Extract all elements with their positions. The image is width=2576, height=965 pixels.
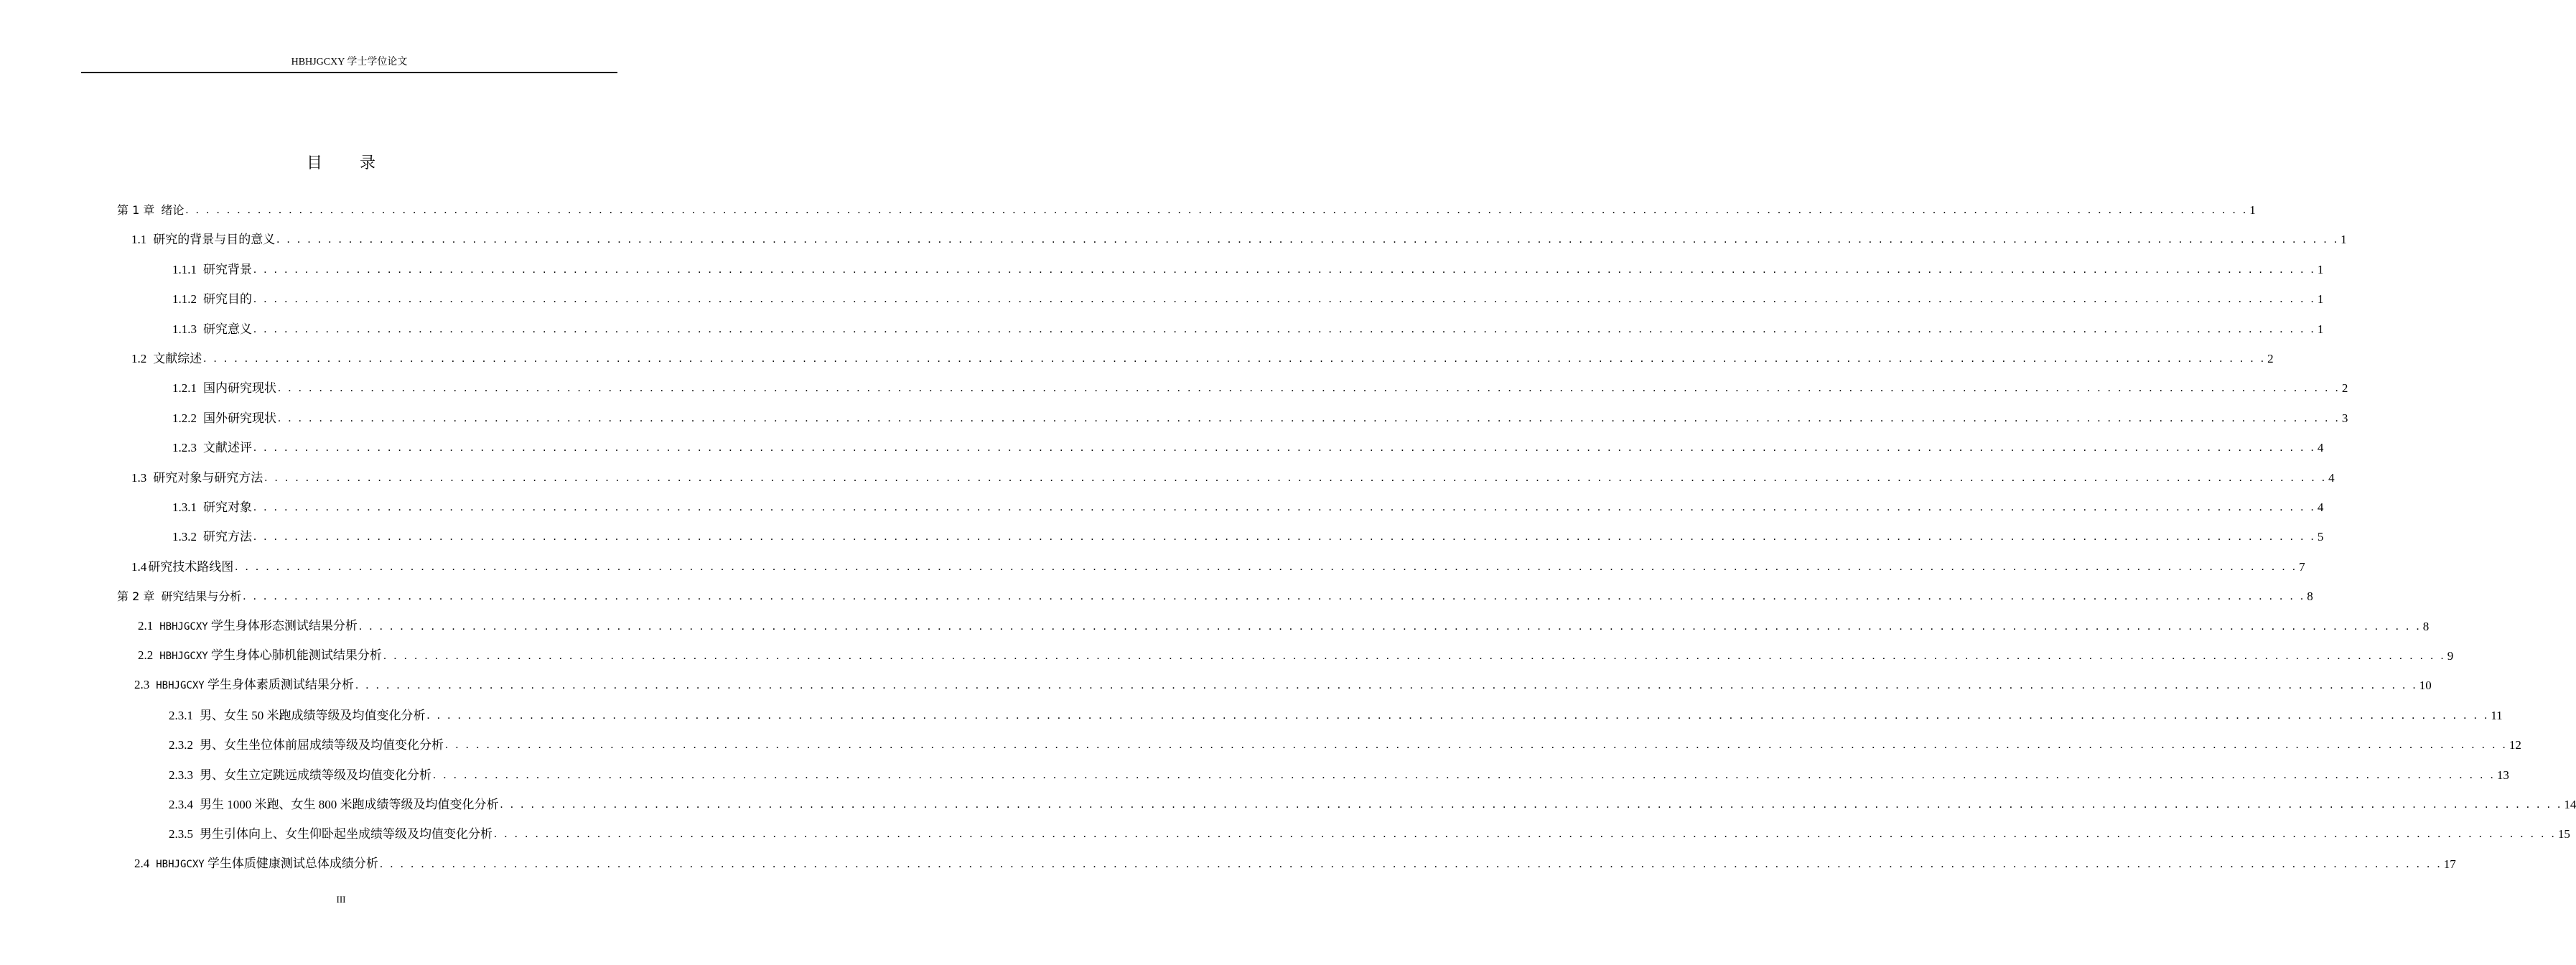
toc-entry-number: 1.1.2 [172,292,197,306]
toc-entry-page: 8 [2307,589,2313,603]
toc-entry-text-rest: 学生身体心肺机能测试结果分析 [207,648,382,662]
school-code: HBHJGCXY [159,651,208,662]
toc-entry-text: 研究方法 [203,530,252,544]
toc-entry-label [169,767,431,784]
toc-entry-text [159,619,358,633]
toc-entry[interactable] [169,767,2509,784]
toc-entry-number: 1.3.1 [172,500,197,514]
toc-entry-label [172,439,252,457]
toc-entry-page: 1 [2317,263,2324,276]
toc-entry-label [131,559,233,576]
toc-leader-dots: . . . . . . . . . . . . . . . . . . . . . . . . . . . . . . . . . . . . . . . . . . . . . . . . . . . . . . . . . . . . . . . . . . . . . . . . . . . . . . . . . . . . . . . . . . . . . . . . . . . . . . . . . . . . . . . . . . . . . . . . . . . . . . . . . . . . . . . . . . . . . . . . . . . . . . . . . . . . . . . . . . . . . . . . . . . . . . . . . . . . . . . . . . . . . . . . . . . . . . . . [185,204,2249,216]
toc-entry-page: 4 [2317,500,2324,514]
toc-leader-dots: . . . . . . . . . . . . . . . . . . . . . . . . . . . . . . . . . . . . . . . . . . . . . . . . . . . . . . . . . . . . . . . . . . . . . . . . . . . . . . . . . . . . . . . . . . . . . . . . . . . . . . . . . . . . . . . . . . . . . . . . . . . . . . . . . . . . . . . . . . . . . . . . . . . . . . . . . . . . . . . . . . . . . . . . . . . . . . . . . . . . . . . . . . . . . . . . . . . . . . . . [203,353,2267,365]
toc-entry-page: 2 [2267,352,2274,365]
toc-entry-text: 研究背景 [203,263,252,276]
toc-leader-dots: . . . . . . . . . . . . . . . . . . . . . . . . . . . . . . . . . . . . . . . . . . . . . . . . . . . . . . . . . . . . . . . . . . . . . . . . . . . . . . . . . . . . . . . . . . . . . . . . . . . . . . . . . . . . . . . . . . . . . . . . . . . . . . . . . . . . . . . . . . . . . . . . . . . . . . . . . . . . . . . . . . . . . . . . . . . . . . . . . . . . . . . . . . . . . . . . . . . . . . . . [235,561,2298,573]
toc-entry-number: 1.3 [131,471,147,485]
toc-entry-page: 8 [2422,620,2430,633]
toc-entry[interactable] [134,677,2432,694]
toc-entry-text: 研究对象 [203,500,252,514]
toc-entry-page: 14 [2564,798,2576,811]
toc-leader-dots: . . . . . . . . . . . . . . . . . . . . . . . . . . . . . . . . . . . . . . . . . . . . . . . . . . . . . . . . . . . . . . . . . . . . . . . . . . . . . . . . . . . . . . . . . . . . . . . . . . . . . . . . . . . . . . . . . . . . . . . . . . . . . . . . . . . . . . . . . . . . . . . . . . . . . . . . . . . . . . . . . . . . . . . . . . . . . . . . . . . . . . . . . . . . . . . . . . . . . . . . [276,233,2340,246]
toc-entry-number: 2.4 [134,857,150,870]
toc-entry-page: 13 [2496,768,2509,782]
toc-leader-dots: . . . . . . . . . . . . . . . . . . . . . . . . . . . . . . . . . . . . . . . . . . . . . . . . . . . . . . . . . . . . . . . . . . . . . . . . . . . . . . . . . . . . . . . . . . . . . . . . . . . . . . . . . . . . . . . . . . . . . . . . . . . . . . . . . . . . . . . . . . . . . . . . . . . . . . . . . . . . . . . . . . . . . . . . . . . . . . . . . . . . . . . . . . . . . . . . . . . . . . . . [278,382,2341,394]
toc-entry-text: 研究技术路线图 [148,560,234,574]
toc-entry-label [134,676,354,694]
toc-entry-number: 1.4 [131,560,147,574]
toc-entry-text: 研究对象与研究方法 [153,471,263,485]
school-code: HBHJGCXY [156,859,205,870]
toc-entry-number: 1.1.3 [172,322,197,336]
title-char-right: 录 [360,154,376,172]
title-char-left: 目 [306,154,322,172]
toc-entry-page: 15 [2557,827,2570,841]
toc-entry-number: 1.2 [131,352,147,365]
toc-entry-text: 文献述评 [203,441,252,454]
toc-entry[interactable] [131,559,2305,576]
toc-entry-number: 1.2.2 [172,411,197,425]
toc-entry-text [159,648,382,662]
toc-entry-page: 11 [2491,709,2503,722]
toc-entry-label [138,647,382,665]
toc-leader-dots: . . . . . . . . . . . . . . . . . . . . . . . . . . . . . . . . . . . . . . . . . . . . . . . . . . . . . . . . . . . . . . . . . . . . . . . . . . . . . . . . . . . . . . . . . . . . . . . . . . . . . . . . . . . . . . . . . . . . . . . . . . . . . . . . . . . . . . . . . . . . . . . . . . . . . . . . . . . . . . . . . . . . . . . . . . . . . . . . . . . . . . . . . . . . . . . . . . . . . . . . [500,798,2563,811]
toc-entry-number: 1.3.2 [172,530,197,544]
toc-entry-page: 1 [2341,233,2347,246]
toc-entry[interactable] [169,707,2503,724]
toc-leader-dots: . . . . . . . . . . . . . . . . . . . . . . . . . . . . . . . . . . . . . . . . . . . . . . . . . . . . . . . . . . . . . . . . . . . . . . . . . . . . . . . . . . . . . . . . . . . . . . . . . . . . . . . . . . . . . . . . . . . . . . . . . . . . . . . . . . . . . . . . . . . . . . . . . . . . . . . . . . . . . . . . . . . . . . . . . . . . . . . . . . . . . . . . . . . . . . . . . . . . . . . . [253,501,2316,513]
toc-entry-page: 4 [2328,471,2335,485]
toc-leader-dots: . . . . . . . . . . . . . . . . . . . . . . . . . . . . . . . . . . . . . . . . . . . . . . . . . . . . . . . . . . . . . . . . . . . . . . . . . . . . . . . . . . . . . . . . . . . . . . . . . . . . . . . . . . . . . . . . . . . . . . . . . . . . . . . . . . . . . . . . . . . . . . . . . . . . . . . . . . . . . . . . . . . . . . . . . . . . . . . . . . . . . . . . . . . . . . . . . . . . . . . . [355,679,2418,691]
toc-entry-page: 4 [2317,441,2324,454]
toc-entry[interactable] [172,528,2324,546]
toc-leader-dots: . . . . . . . . . . . . . . . . . . . . . . . . . . . . . . . . . . . . . . . . . . . . . . . . . . . . . . . . . . . . . . . . . . . . . . . . . . . . . . . . . . . . . . . . . . . . . . . . . . . . . . . . . . . . . . . . . . . . . . . . . . . . . . . . . . . . . . . . . . . . . . . . . . . . . . . . . . . . . . . . . . . . . . . . . . . . . . . . . . . . . . . . . . . . . . . . . . . . . . . . [383,650,2446,662]
toc-entry-page: 3 [2341,411,2348,425]
toc-entry-text: 国内研究现状 [203,381,276,395]
page-title [0,151,682,173]
toc-entry-label [169,737,444,754]
toc-entry[interactable] [138,618,2430,635]
toc-entry[interactable] [134,856,2456,873]
toc-entry[interactable] [172,499,2324,516]
toc-leader-dots: . . . . . . . . . . . . . . . . . . . . . . . . . . . . . . . . . . . . . . . . . . . . . . . . . . . . . . . . . . . . . . . . . . . . . . . . . . . . . . . . . . . . . . . . . . . . . . . . . . . . . . . . . . . . . . . . . . . . . . . . . . . . . . . . . . . . . . . . . . . . . . . . . . . . . . . . . . . . . . . . . . . . . . . . . . . . . . . . . . . . . . . . . . . . . . . . . . . . . . . . [494,828,2557,840]
toc-entry[interactable] [172,410,2348,427]
toc-entry-page: 7 [2299,560,2305,574]
toc-leader-dots: . . . . . . . . . . . . . . . . . . . . . . . . . . . . . . . . . . . . . . . . . . . . . . . . . . . . . . . . . . . . . . . . . . . . . . . . . . . . . . . . . . . . . . . . . . . . . . . . . . . . . . . . . . . . . . . . . . . . . . . . . . . . . . . . . . . . . . . . . . . . . . . . . . . . . . . . . . . . . . . . . . . . . . . . . . . . . . . . . . . . . . . . . . . . . . . . . . . . . . . . [253,442,2316,454]
school-code: HBHJGCXY [156,680,205,691]
toc-entry-page: 1 [2317,322,2324,336]
toc-entry-text [156,678,354,691]
toc-entry-text: 男生引体向上、女生仰卧起坐成绩等级及均值变化分析 [200,827,493,841]
toc-entry-text: 研究目的 [203,292,252,306]
toc-entry-text: 研究结果与分析 [161,589,242,603]
toc-entry-number: 1.2.1 [172,381,197,395]
header-rule [81,72,617,73]
toc-leader-dots: . . . . . . . . . . . . . . . . . . . . . . . . . . . . . . . . . . . . . . . . . . . . . . . . . . . . . . . . . . . . . . . . . . . . . . . . . . . . . . . . . . . . . . . . . . . . . . . . . . . . . . . . . . . . . . . . . . . . . . . . . . . . . . . . . . . . . . . . . . . . . . . . . . . . . . . . . . . . . . . . . . . . . . . . . . . . . . . . . . . . . . . . . . . . . . . . . . . . . . . . [433,769,2496,781]
toc-entry-text: 研究意义 [203,322,252,336]
toc-entry-page: 1 [2317,292,2324,306]
toc-entry-text: 文献综述 [153,352,202,365]
toc-entry-number: 2.3.4 [169,798,193,811]
toc-entry-label [117,202,184,219]
toc-entry[interactable] [172,439,2324,457]
toc-entry-text: 绪论 [161,203,185,217]
toc-entry-number: 2.3.5 [169,827,193,841]
toc-entry-text: 男、女生坐位体前屈成绩等级及均值变化分析 [200,738,444,752]
toc-entry[interactable] [172,261,2324,279]
toc-entry[interactable] [131,350,2274,368]
toc-entry-number: 2.2 [138,648,154,662]
toc-entry-text: 男、女生 50 米跑成绩等级及均值变化分析 [200,709,426,722]
toc-entry-label [169,707,426,724]
school-code: HBHJGCXY [159,621,208,633]
toc-leader-dots: . . . . . . . . . . . . . . . . . . . . . . . . . . . . . . . . . . . . . . . . . . . . . . . . . . . . . . . . . . . . . . . . . . . . . . . . . . . . . . . . . . . . . . . . . . . . . . . . . . . . . . . . . . . . . . . . . . . . . . . . . . . . . . . . . . . . . . . . . . . . . . . . . . . . . . . . . . . . . . . . . . . . . . . . . . . . . . . . . . . . . . . . . . . . . . . . . . . . . . . . [426,709,2490,722]
toc-entry-number: 2.3.1 [169,709,193,722]
toc-entry[interactable] [138,648,2454,665]
toc-entry-number: 1.1.1 [172,263,197,276]
toc-entry-number: 2.3.3 [169,768,193,782]
toc-entry[interactable] [169,796,2576,814]
toc-entry[interactable] [169,737,2521,754]
toc-entry-number: 1.2.3 [172,441,197,454]
toc-entry-label [131,350,202,368]
toc-entry[interactable] [131,470,2335,487]
toc-entry-label [172,261,252,279]
toc-entry-number: 2.3.2 [169,738,193,752]
toc-entry-number: 第 2 章 [117,589,155,603]
toc-entry[interactable] [131,231,2347,248]
toc-entry-text-rest: 学生身体形态测试结果分析 [207,619,358,633]
toc-entry-label [169,796,499,814]
toc-leader-dots: . . . . . . . . . . . . . . . . . . . . . . . . . . . . . . . . . . . . . . . . . . . . . . . . . . . . . . . . . . . . . . . . . . . . . . . . . . . . . . . . . . . . . . . . . . . . . . . . . . . . . . . . . . . . . . . . . . . . . . . . . . . . . . . . . . . . . . . . . . . . . . . . . . . . . . . . . . . . . . . . . . . . . . . . . . . . . . . . . . . . . . . . . . . . . . . . . . . . . . . . [243,590,2306,602]
toc-entry-text-rest: 学生体质健康测试总体成绩分析 [204,857,378,870]
toc-entry-text: 男、女生立定跳远成绩等级及均值变化分析 [200,768,431,782]
toc-leader-dots: . . . . . . . . . . . . . . . . . . . . . . . . . . . . . . . . . . . . . . . . . . . . . . . . . . . . . . . . . . . . . . . . . . . . . . . . . . . . . . . . . . . . . . . . . . . . . . . . . . . . . . . . . . . . . . . . . . . . . . . . . . . . . . . . . . . . . . . . . . . . . . . . . . . . . . . . . . . . . . . . . . . . . . . . . . . . . . . . . . . . . . . . . . . . . . . . . . . . . . . . [278,412,2341,424]
toc-entry-label [131,470,263,487]
toc-entry-label [117,588,241,605]
toc-leader-dots: . . . . . . . . . . . . . . . . . . . . . . . . . . . . . . . . . . . . . . . . . . . . . . . . . . . . . . . . . . . . . . . . . . . . . . . . . . . . . . . . . . . . . . . . . . . . . . . . . . . . . . . . . . . . . . . . . . . . . . . . . . . . . . . . . . . . . . . . . . . . . . . . . . . . . . . . . . . . . . . . . . . . . . . . . . . . . . . . . . . . . . . . . . . . . . . . . . . . . . . . [253,531,2316,543]
toc-entry-label [172,291,252,308]
toc-entry-number: 2.1 [138,619,154,633]
toc-leader-dots: . . . . . . . . . . . . . . . . . . . . . . . . . . . . . . . . . . . . . . . . . . . . . . . . . . . . . . . . . . . . . . . . . . . . . . . . . . . . . . . . . . . . . . . . . . . . . . . . . . . . . . . . . . . . . . . . . . . . . . . . . . . . . . . . . . . . . . . . . . . . . . . . . . . . . . . . . . . . . . . . . . . . . . . . . . . . . . . . . . . . . . . . . . . . . . . . . . . . . . . . [253,323,2316,335]
toc-leader-dots: . . . . . . . . . . . . . . . . . . . . . . . . . . . . . . . . . . . . . . . . . . . . . . . . . . . . . . . . . . . . . . . . . . . . . . . . . . . . . . . . . . . . . . . . . . . . . . . . . . . . . . . . . . . . . . . . . . . . . . . . . . . . . . . . . . . . . . . . . . . . . . . . . . . . . . . . . . . . . . . . . . . . . . . . . . . . . . . . . . . . . . . . . . . . . . . . . . . . . . . . [253,293,2316,305]
toc-leader-dots: . . . . . . . . . . . . . . . . . . . . . . . . . . . . . . . . . . . . . . . . . . . . . . . . . . . . . . . . . . . . . . . . . . . . . . . . . . . . . . . . . . . . . . . . . . . . . . . . . . . . . . . . . . . . . . . . . . . . . . . . . . . . . . . . . . . . . . . . . . . . . . . . . . . . . . . . . . . . . . . . . . . . . . . . . . . . . . . . . . . . . . . . . . . . . . . . . . . . . . . . [379,858,2442,870]
toc-leader-dots: . . . . . . . . . . . . . . . . . . . . . . . . . . . . . . . . . . . . . . . . . . . . . . . . . . . . . . . . . . . . . . . . . . . . . . . . . . . . . . . . . . . . . . . . . . . . . . . . . . . . . . . . . . . . . . . . . . . . . . . . . . . . . . . . . . . . . . . . . . . . . . . . . . . . . . . . . . . . . . . . . . . . . . . . . . . . . . . . . . . . . . . . . . . . . . . . . . . . . . . . [358,620,2422,633]
toc-entry-text-rest: 学生身体素质测试结果分析 [204,678,354,691]
toc-entry-page: 5 [2317,530,2324,544]
toc-entry-page: 1 [2249,203,2256,217]
toc-entry-text [156,857,378,870]
toc-leader-dots: . . . . . . . . . . . . . . . . . . . . . . . . . . . . . . . . . . . . . . . . . . . . . . . . . . . . . . . . . . . . . . . . . . . . . . . . . . . . . . . . . . . . . . . . . . . . . . . . . . . . . . . . . . . . . . . . . . . . . . . . . . . . . . . . . . . . . . . . . . . . . . . . . . . . . . . . . . . . . . . . . . . . . . . . . . . . . . . . . . . . . . . . . . . . . . . . . . . . . . . . [264,472,2328,484]
toc-entry-page: 12 [2509,738,2521,752]
toc-entry-text: 研究的背景与目的意义 [153,233,276,246]
toc-entry-label [172,380,276,397]
toc-entry[interactable] [172,291,2324,308]
running-header: HBHJGCXY 学士学位论文 [291,57,408,67]
toc-entry[interactable] [172,380,2348,397]
toc-leader-dots: . . . . . . . . . . . . . . . . . . . . . . . . . . . . . . . . . . . . . . . . . . . . . . . . . . . . . . . . . . . . . . . . . . . . . . . . . . . . . . . . . . . . . . . . . . . . . . . . . . . . . . . . . . . . . . . . . . . . . . . . . . . . . . . . . . . . . . . . . . . . . . . . . . . . . . . . . . . . . . . . . . . . . . . . . . . . . . . . . . . . . . . . . . . . . . . . . . . . . . . . [253,264,2316,276]
toc-entry[interactable] [117,588,2313,605]
toc-entry[interactable] [117,202,2256,219]
toc-entry-label [131,231,275,248]
toc-entry-number: 1.1 [131,233,147,246]
toc-entry-label [134,855,378,873]
toc-entry-page: 10 [2419,679,2432,692]
toc-entry-label [172,410,276,427]
toc-entry-page: 17 [2443,857,2456,871]
toc-entry-label [169,826,493,843]
toc-leader-dots: . . . . . . . . . . . . . . . . . . . . . . . . . . . . . . . . . . . . . . . . . . . . . . . . . . . . . . . . . . . . . . . . . . . . . . . . . . . . . . . . . . . . . . . . . . . . . . . . . . . . . . . . . . . . . . . . . . . . . . . . . . . . . . . . . . . . . . . . . . . . . . . . . . . . . . . . . . . . . . . . . . . . . . . . . . . . . . . . . . . . . . . . . . . . . . . . . . . . . . . . [445,739,2508,751]
toc-entry[interactable] [169,826,2570,843]
toc-entry-number: 第 1 章 [117,203,155,217]
toc-entry-label [138,617,358,635]
page-number-footer: III [336,894,346,905]
toc-entry[interactable] [172,321,2324,338]
toc-entry-text: 国外研究现状 [203,411,276,425]
toc-entry-page: 2 [2341,381,2348,395]
toc-entry-label [172,499,252,516]
toc-entry-label [172,321,252,338]
toc-entry-label [172,528,252,546]
toc-entry-number: 2.3 [134,678,150,691]
toc-entry-page: 9 [2447,649,2454,663]
toc-entry-text: 男生 1000 米跑、女生 800 米跑成绩等级及均值变化分析 [200,798,499,811]
